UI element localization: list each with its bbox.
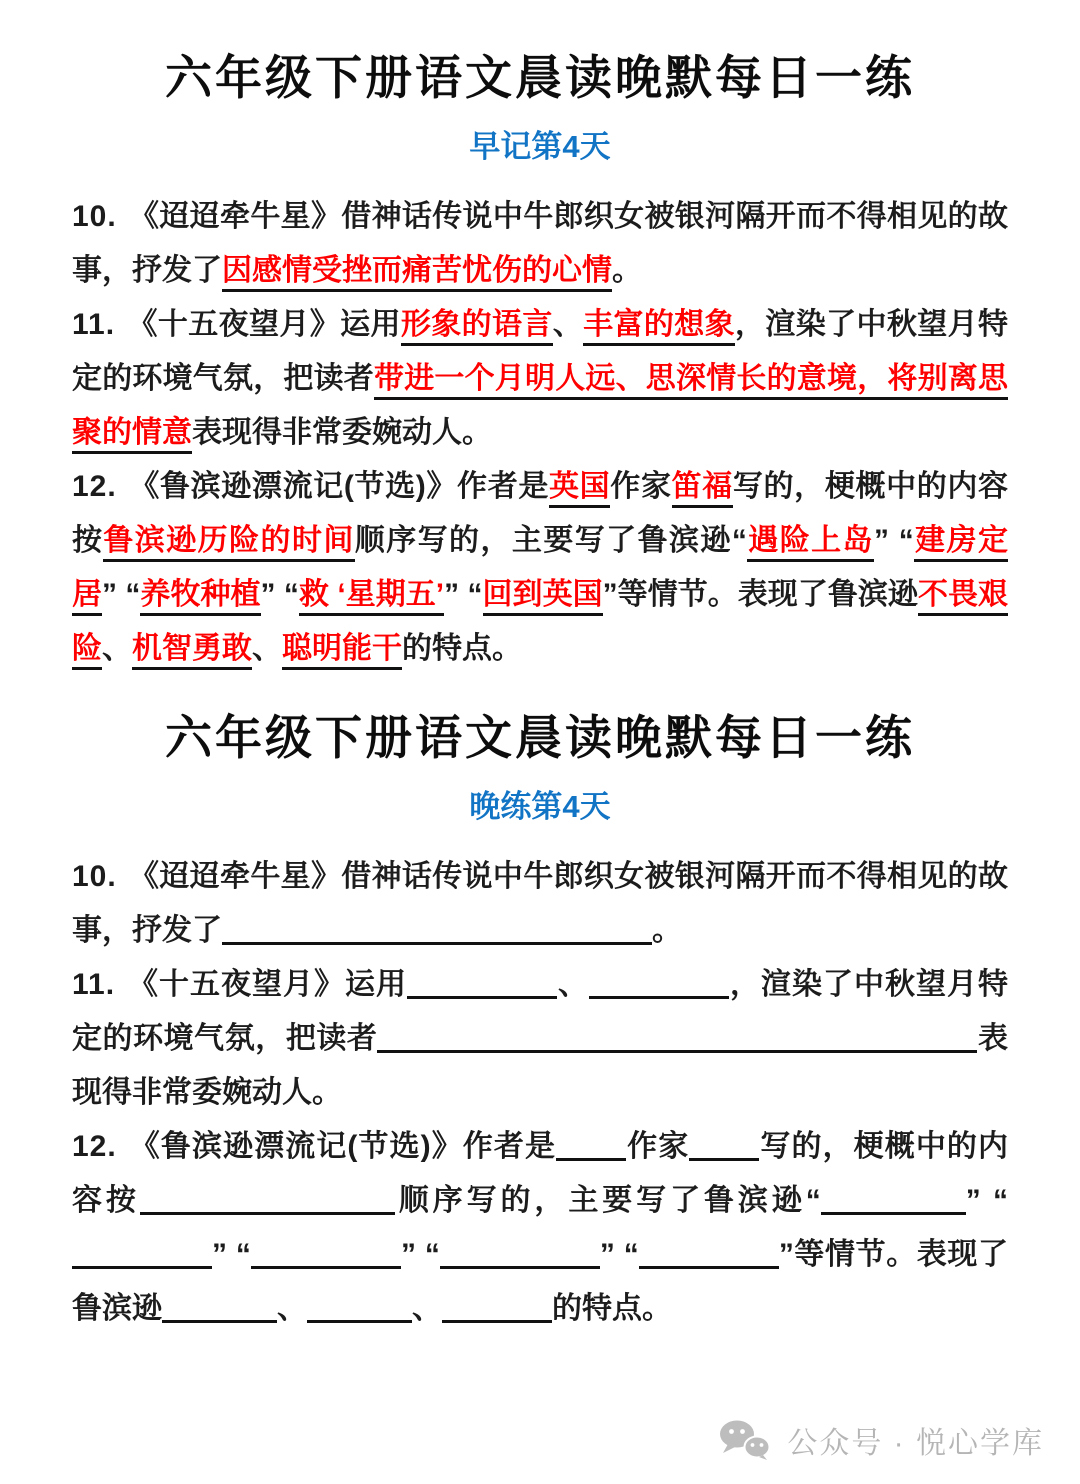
answer-text: 养牧种植 (140, 578, 260, 616)
answer-blank (140, 1182, 395, 1215)
text-run: 表现得非常委婉动人。 (192, 415, 492, 449)
text-run: 《鲁滨逊漂流记(节选)》作者是 (128, 469, 549, 503)
text-run: ” “ (444, 577, 483, 611)
text-run: ”等情节。表现了鲁滨逊 (602, 577, 918, 611)
answer-text: 笛福 (672, 470, 733, 508)
text-run: 。 (612, 253, 642, 287)
watermark (717, 1418, 1044, 1462)
text-run: 、 (412, 1291, 442, 1325)
answer-blank (821, 1182, 966, 1215)
item-list (72, 850, 1008, 1336)
text-run: ” “ (873, 523, 914, 557)
answer-blank (307, 1290, 412, 1323)
text-run: ” “ (599, 1237, 639, 1271)
answer-text: 丰富的想象 (583, 308, 735, 346)
worksheet-item (72, 190, 1008, 298)
text-run: 、 (277, 1291, 307, 1325)
answer-blank (72, 1236, 212, 1269)
worksheet-item (72, 850, 1008, 958)
item-list (72, 190, 1008, 676)
answer-text: 回到英国 (483, 578, 603, 616)
answer-blank (407, 966, 557, 999)
text-run: ” “ (212, 1237, 251, 1271)
text-run: 、 (252, 631, 282, 665)
answer-text: 带进一个月明人远、思深情长的意境，将别离思聚的情意 (72, 362, 1008, 454)
answer-text: 机智勇敢 (132, 632, 252, 670)
worksheet-item (72, 958, 1008, 1120)
answer-blank (377, 1020, 977, 1053)
item-number: 12. (72, 469, 117, 503)
answer-blank (689, 1128, 759, 1161)
text-run: ，渲染了中秋望月特定的环境气氛，把读者 (72, 967, 1009, 1055)
answer-text: 不畏艰险 (72, 578, 1008, 670)
text-run: 的特点。 (402, 631, 522, 665)
item-number: 10. (72, 859, 117, 893)
text-run: 、 (102, 631, 132, 665)
answer-blank (589, 966, 729, 999)
section-subtitle: 晚练第4天 (469, 788, 611, 824)
answer-blank (222, 912, 652, 945)
text-run: 作家 (626, 1129, 690, 1163)
text-run: 《十五夜望月》运用 (127, 307, 401, 341)
text-run: ，渲染了中秋望月特定的环境气氛，把读者 (72, 307, 1009, 395)
item-number: 11. (72, 307, 116, 341)
page-title: 六年级下册语文晨读晚默每日一练 (165, 53, 915, 105)
text-run: ” “ (260, 577, 299, 611)
item-number: 10. (72, 199, 117, 233)
answer-text: 因感情受挫而痛苦忧伤的心情 (222, 254, 612, 292)
text-run: 顺序写的，主要写了鲁滨逊“ (354, 523, 747, 557)
answer-text: 建房定居 (72, 524, 1008, 616)
answer-blank (440, 1236, 600, 1269)
text-run: 顺序写的，主要写了鲁滨逊“ (394, 1183, 821, 1217)
text-run: 的特点。 (552, 1291, 672, 1325)
text-run: 《迢迢牵牛星》借神话传说中牛郎织女被银河隔开而不得相见的故事，抒发了 (72, 199, 1008, 287)
page-title: 六年级下册语文晨读晚默每日一练 (165, 712, 915, 765)
text-run: 《迢迢牵牛星》借神话传说中牛郎织女被银河隔开而不得相见的故事，抒发了 (72, 859, 1008, 947)
text-run: 写的，梗概中的内容按 (72, 1129, 1009, 1217)
worksheet-item (72, 1120, 1008, 1336)
section-subtitle: 早记第4天 (469, 128, 611, 164)
text-run: ” “ (102, 577, 141, 611)
wechat-icon (717, 1419, 773, 1461)
item-number: 11. (72, 967, 116, 1001)
text-run: 、 (552, 307, 584, 341)
text-run: 作家 (610, 469, 672, 503)
text-run: 《十五夜望月》运用 (127, 967, 408, 1001)
text-run: 表现得非常委婉动人。 (72, 1021, 1009, 1109)
watermark-label: 公众号 · 悦心学库 (787, 1427, 1044, 1460)
answer-blank (442, 1290, 552, 1323)
text-run: 。 (652, 913, 682, 947)
answer-text: 遇险上岛 (747, 524, 874, 562)
section-morning (72, 50, 1008, 676)
text-run: ” “ (965, 1183, 1009, 1217)
text-run: ”等情节。表现了鲁滨逊 (72, 1237, 1008, 1325)
answer-blank (556, 1128, 626, 1161)
answer-text: 形象的语言 (401, 308, 553, 346)
answer-blank (251, 1236, 401, 1269)
answer-blank (162, 1290, 277, 1323)
answer-text: 鲁滨逊历险的时间 (103, 524, 354, 562)
answer-text: 救 ‘星期五’ (299, 578, 444, 616)
worksheet-item (72, 460, 1008, 676)
worksheet-item (72, 298, 1008, 460)
text-run: ” “ (400, 1237, 440, 1271)
section-evening (72, 710, 1008, 1336)
answer-blank (639, 1236, 779, 1269)
answer-text: 英国 (549, 470, 610, 508)
text-run: 《鲁滨逊漂流记(节选)》作者是 (128, 1129, 557, 1163)
text-run: 、 (557, 967, 590, 1001)
answer-text: 聪明能干 (282, 632, 402, 670)
item-number: 12. (72, 1129, 117, 1163)
text-run: 写的，梗概中的内容按 (72, 469, 1009, 557)
